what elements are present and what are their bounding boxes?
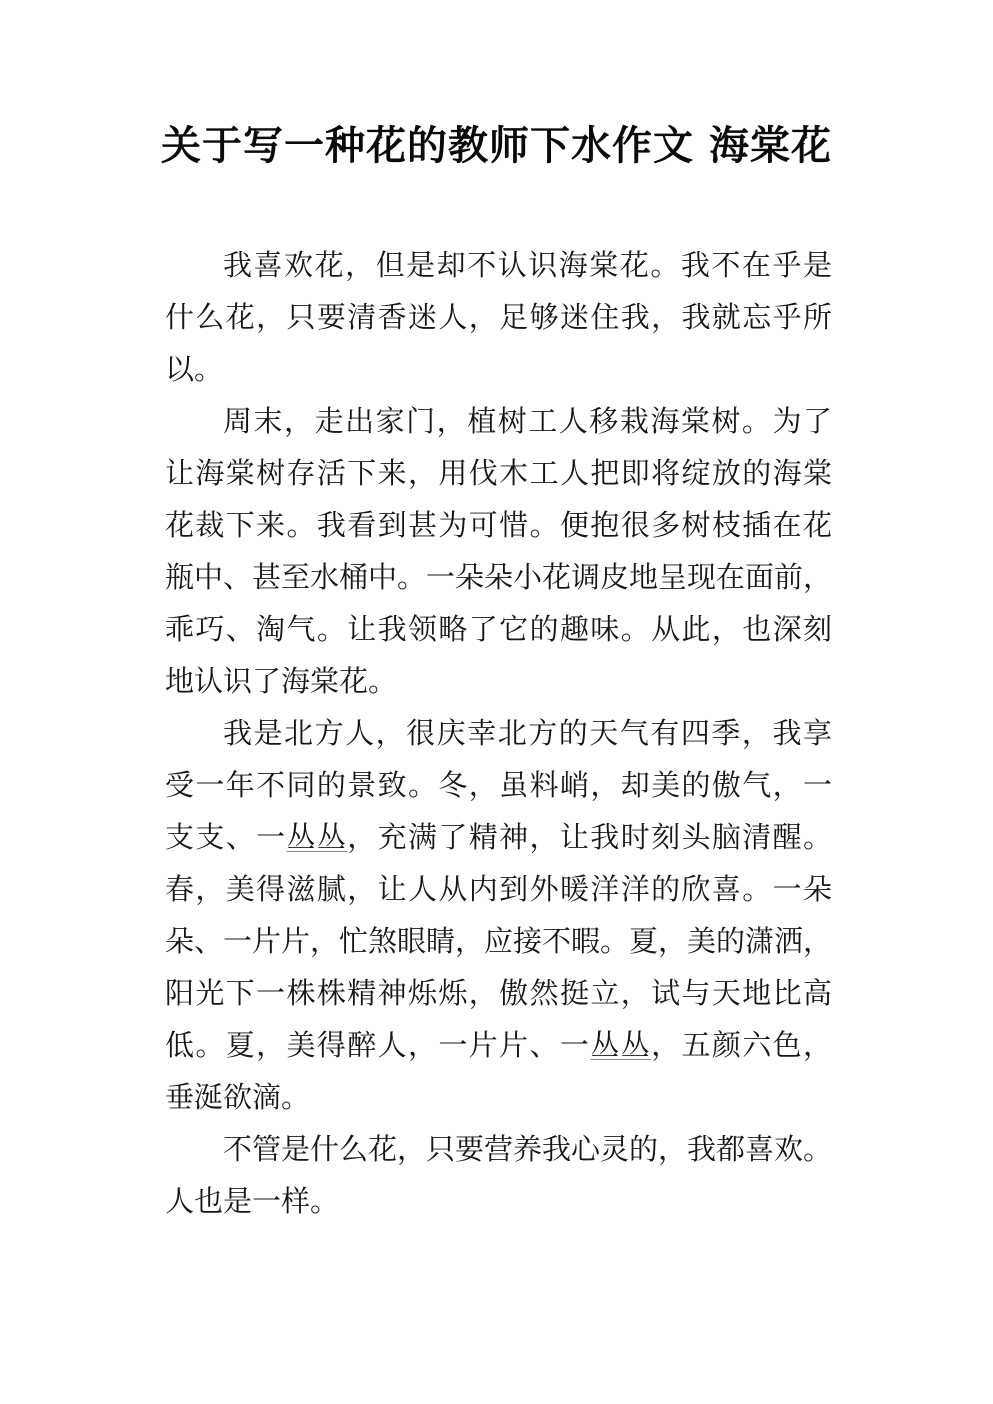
text-segment: 支支、一 [165, 822, 287, 854]
document-body [165, 240, 832, 1228]
text-line [165, 1176, 832, 1228]
text-segment: 春，美得滋腻，让人从内到外暖洋洋的欣喜。一朵 [165, 874, 832, 906]
text-line [165, 1020, 832, 1072]
text-segment: 地认识了海棠花。 [165, 666, 398, 698]
text-line [165, 1072, 832, 1124]
text-segment: 阳光下一株株精神烁烁，傲然挺立，试与天地比高 [165, 978, 832, 1010]
text-line [165, 968, 832, 1020]
text-segment: 让海棠树存活下来，用伐木工人把即将绽放的海棠 [165, 458, 832, 490]
text-line [165, 916, 832, 968]
text-line [165, 864, 832, 916]
text-line [165, 760, 832, 812]
text-line [165, 292, 832, 344]
text-segment: ，五颜六色， [651, 1030, 832, 1062]
text-line [165, 604, 832, 656]
text-segment: 人也是一样。 [165, 1186, 340, 1218]
text-segment: 受一年不同的景致。冬，虽料峭，却美的傲气，一 [165, 770, 832, 802]
text-line [165, 396, 832, 448]
text-segment: 瓶中、甚至水桶中。一朵朵小花调皮地呈现在面前， [165, 562, 833, 594]
text-segment: 我是北方人，很庆幸北方的天气有四季，我享 [223, 718, 832, 750]
text-segment: 花裁下来。我看到甚为可惜。便抱很多树枝插在花 [165, 510, 832, 542]
text-line [165, 344, 832, 396]
text-segment: 乖巧、淘气。让我领略了它的趣味。从此，也深刻 [165, 614, 832, 646]
document-title: 关于写一种花的教师下水作文 海棠花 [161, 123, 832, 169]
text-segment: 不管是什么花，只要营养我心灵的，我都喜欢。 [223, 1134, 833, 1166]
text-line [165, 812, 832, 864]
underlined-word: 丛丛 [590, 1030, 652, 1062]
text-line [165, 240, 832, 292]
text-segment: 朵、一片片，忙煞眼睛，应接不暇。夏，美的潇洒， [165, 926, 833, 958]
text-line [165, 708, 832, 760]
text-segment: 以。 [165, 354, 224, 386]
text-segment: 垂涎欲滴。 [165, 1082, 311, 1114]
text-segment: ，充满了精神，让我时刻头脑清醒。 [347, 822, 832, 854]
text-segment: 我喜欢花，但是却不认识海棠花。我不在乎是 [223, 250, 832, 282]
text-line [165, 1124, 832, 1176]
underlined-word: 丛丛 [286, 822, 348, 854]
text-segment: 周末，走出家门，植树工人移栽海棠树。为了 [223, 406, 832, 438]
text-line [165, 448, 832, 500]
text-line [165, 656, 832, 708]
text-segment: 什么花，只要清香迷人，足够迷住我，我就忘乎所 [165, 302, 832, 334]
text-line [165, 552, 832, 604]
text-segment: 低。夏，美得醉人，一片片、一 [165, 1030, 591, 1062]
text-line [165, 500, 832, 552]
